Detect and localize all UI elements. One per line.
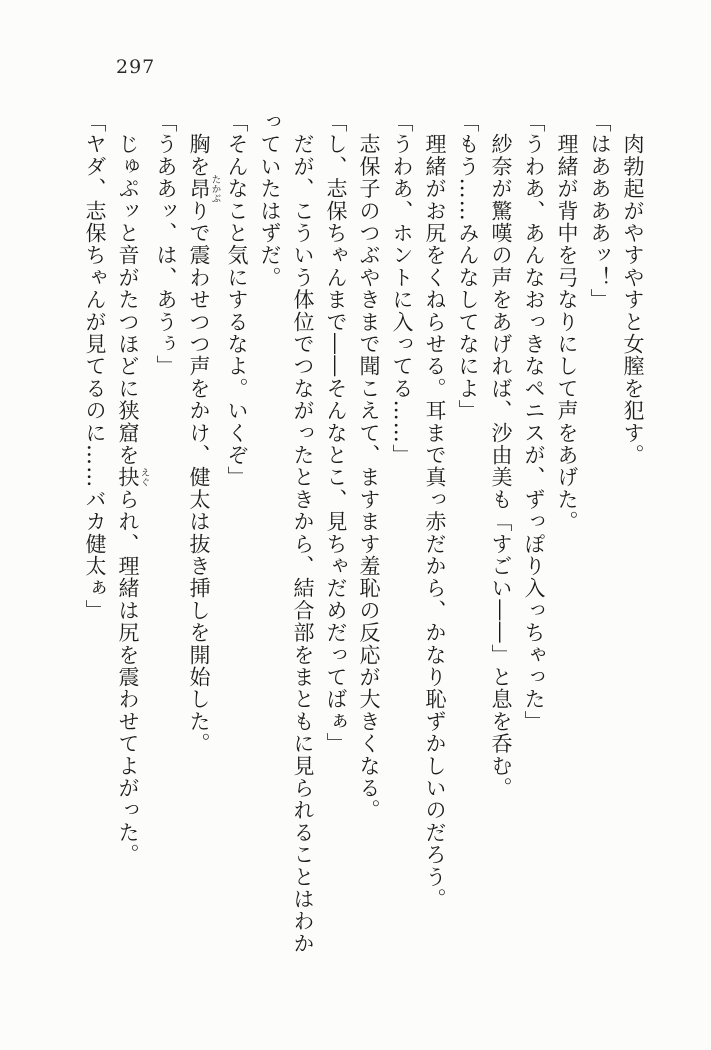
text-column	[182, 111, 220, 963]
text-segment: りで震わせつつ声をかけ、健太は抜き挿しを開始した。	[187, 199, 211, 755]
text-column: 「もう……みんなしてなによ」	[456, 111, 480, 422]
ruby-base: 昂	[187, 174, 211, 203]
page-number: 297	[116, 56, 156, 78]
text-segment: じゅぷッと音がたつほどに狭窟を	[116, 111, 140, 467]
text-column	[111, 111, 149, 963]
furigana: えぐ	[138, 466, 150, 489]
text-column: だが、こういう体位でつながったときから、結合部をまともに見られることはわか	[291, 111, 315, 955]
ruby-annotated-kanji	[187, 174, 221, 203]
text-segment: られ、理緒は尻を震わせてよがった。	[116, 488, 140, 866]
text-column: 志保子のつぶやきまで聞こえて、ますます羞恥の反応が大きくなる。	[357, 111, 381, 822]
text-column: 「ヤダ、志保ちゃんが見てるのに……バカ健太ぁ」	[83, 111, 107, 622]
text-column: っていたはずだ。	[258, 111, 282, 289]
text-column: 理緒が背中を弓なりにして声をあげた。	[555, 111, 579, 533]
vertical-text-block	[83, 111, 649, 963]
ruby-base: 抉	[116, 466, 140, 489]
text-column: 紗奈が驚嘆の声をあげれば、沙由美も「すごい――」と息を呑む。	[489, 111, 513, 800]
text-column: 「うああッ、は、あうぅ」	[154, 111, 178, 378]
text-column: 「うわあ、ホントに入ってる……」	[390, 111, 414, 467]
text-column: 肉勃起がやすやすと女膣を犯す。	[621, 111, 645, 467]
text-column: 「うわあ、あんなおっきなペニスが、ずっぽり入っちゃった」	[522, 111, 546, 733]
text-column: 「はああああッ！」	[588, 111, 612, 311]
furigana: たかぶ	[209, 174, 221, 203]
text-column: 「し、志保ちゃんまで――そんなとこ、見ちゃだめだってばぁ」	[324, 111, 348, 755]
text-column: 理緒がお尻をくねらせる。耳まで真っ赤だから、かなり恥ずかしいのだろう。	[423, 111, 447, 911]
text-segment: 胸を	[187, 111, 211, 178]
ruby-annotated-kanji	[116, 466, 150, 489]
text-column: 「そんなこと気にするなよ。いくぞ」	[225, 111, 249, 489]
